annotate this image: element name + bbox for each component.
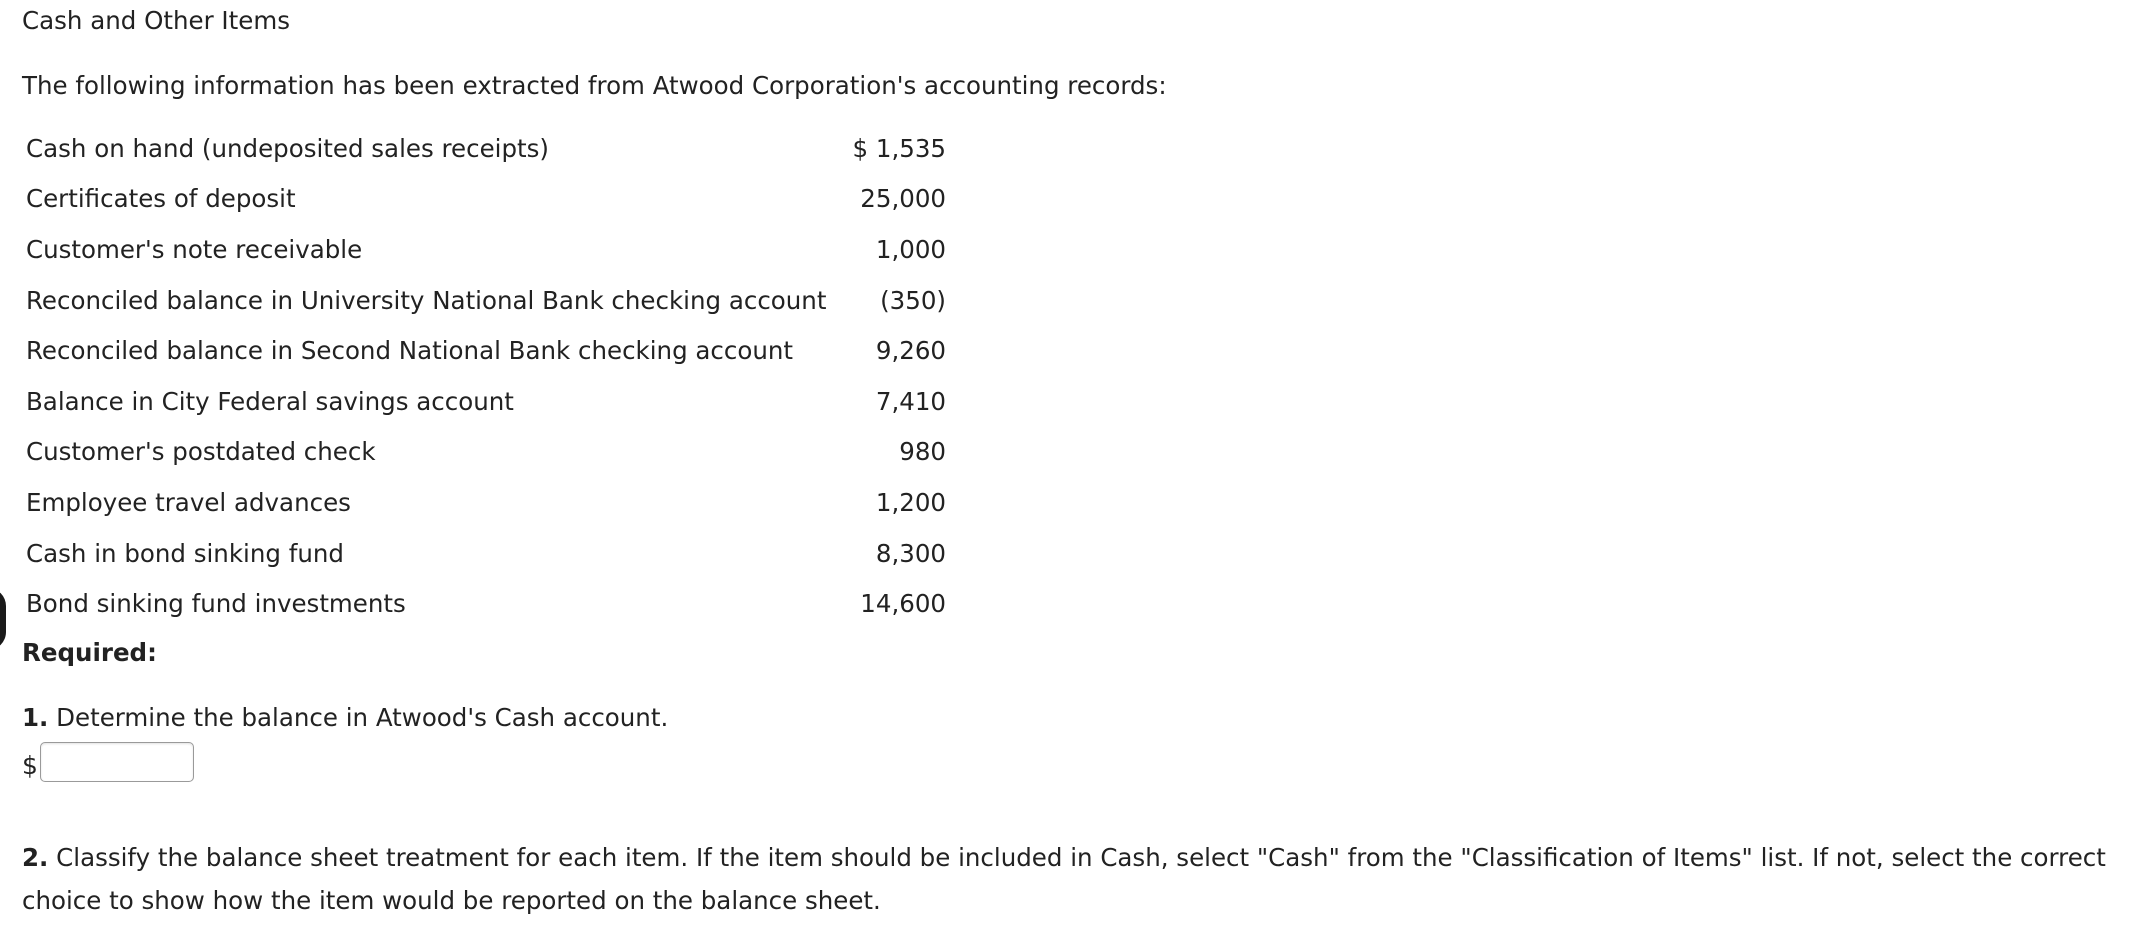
cash-balance-input[interactable] <box>40 742 194 782</box>
table-row <box>26 528 946 579</box>
required-heading: Required: <box>22 638 157 667</box>
question-2 <box>22 836 2112 922</box>
item-amount: (350) <box>880 285 946 315</box>
cash-answer-row <box>22 742 194 782</box>
item-amount: $ 1,535 <box>852 133 946 163</box>
item-amount: 1,000 <box>875 234 946 264</box>
table-row <box>26 174 946 225</box>
intro-text: The following information has been extracted from Atwood Corporation's accounting records: <box>22 71 1167 100</box>
item-amount: 9,260 <box>875 336 946 366</box>
table-row <box>26 477 946 528</box>
question-2-number: 2. <box>22 843 49 872</box>
item-amount: 25,000 <box>860 184 946 214</box>
item-label: Reconciled balance in University National Bank checking account <box>26 285 827 315</box>
table-row <box>26 376 946 427</box>
item-label: Customer's postdated check <box>26 437 376 467</box>
item-label: Balance in City Federal savings account <box>26 386 514 416</box>
item-label: Cash on hand (undeposited sales receipts) <box>26 133 549 163</box>
item-label: Customer's note receivable <box>26 234 363 264</box>
item-amount: 980 <box>899 437 946 467</box>
question-2-text: Classify the balance sheet treatment for each item. If the item should be included in Cash, select "Cash" from the "Classification of Items" list. If not, select the correct choice to show how the item would be reported on the balance sheet. <box>22 843 2106 915</box>
item-label: Reconciled balance in Second National Bank checking account <box>26 336 794 366</box>
table-row <box>26 427 946 478</box>
currency-symbol: $ <box>22 750 38 780</box>
table-row <box>26 275 946 326</box>
question-1-number: 1. <box>22 703 49 732</box>
table-row <box>26 578 946 629</box>
item-label: Employee travel advances <box>26 487 351 517</box>
item-label: Cash in bond sinking fund <box>26 538 344 568</box>
page-title: Cash and Other Items <box>22 6 290 35</box>
item-amount: 14,600 <box>860 589 946 619</box>
question-1 <box>22 703 668 732</box>
items-table <box>26 123 946 629</box>
question-1-text: Determine the balance in Atwood's Cash account. <box>56 703 669 732</box>
item-amount: 1,200 <box>875 487 946 517</box>
table-row <box>26 224 946 275</box>
table-row <box>26 123 946 174</box>
item-amount: 8,300 <box>875 538 946 568</box>
left-edge-marker <box>0 588 6 650</box>
item-label: Certificates of deposit <box>26 184 296 214</box>
item-amount: 7,410 <box>875 386 946 416</box>
table-row <box>26 325 946 376</box>
item-label: Bond sinking fund investments <box>26 589 406 619</box>
